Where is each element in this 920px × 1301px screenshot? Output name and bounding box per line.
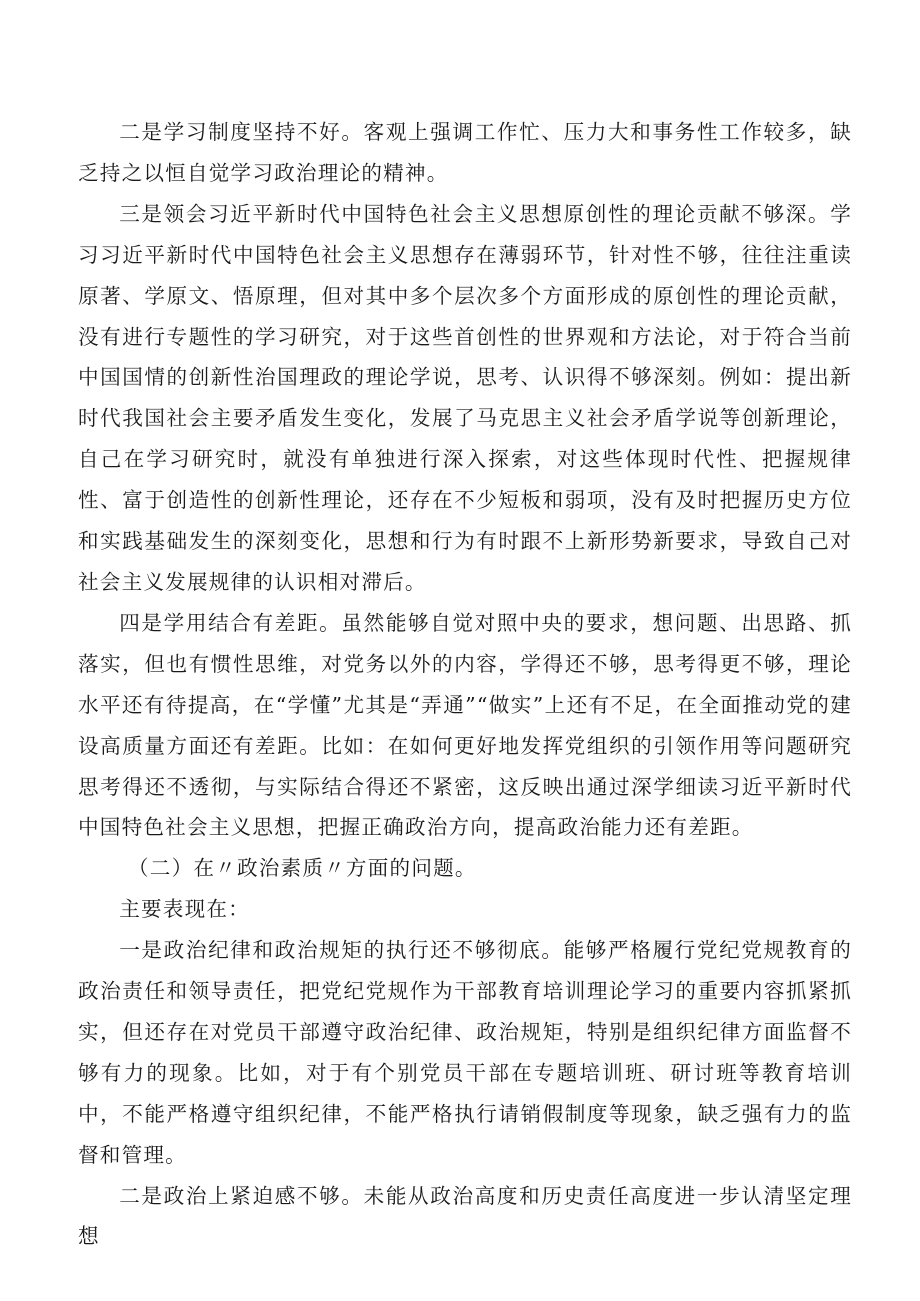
document-body bbox=[78, 112, 852, 1257]
paragraph-political-urgency: 二是政治上紧迫感不够。未能从政治高度和历史责任高度进一步认清坚定理想 bbox=[78, 1183, 852, 1249]
paragraph-political-discipline: 一是政治纪律和政治规矩的执行还不够彻底。能够严格履行党纪党规教育的政治责任和领导责任，把党纪党规作为干部教育培训理论学习的重要内容抓紧抓实，但还存在对党员干部遵守政治纪律、政治规矩，特别是组织纪律方面监督不够有力的现象。比如，对于有个别党员干部在专题培训班、研讨班等教育培训中，不能严格遵守组织纪律，不能严格执行请销假制度等现象，缺乏强有力的监督和管理。 bbox=[78, 938, 852, 1167]
section-heading: （二）在〃政治素质〃方面的问题。 bbox=[128, 856, 477, 881]
paragraph-study-system: 二是学习制度坚持不好。客观上强调工作忙、压力大和事务性工作较多，缺乏持之以恒自觉学习政治理论的精神。 bbox=[78, 120, 852, 185]
sub-label: 主要表现在： bbox=[119, 897, 250, 922]
paragraph-theory-contribution: 三是领会习近平新时代中国特色社会主义思想原创性的理论贡献不够深。学习习近平新时代中国特色社会主义思想存在薄弱环节，针对性不够，往往注重读原著、学原文、悟原理，但对其中多个层次多个方面形成的原创性的理论贡献，没有进行专题性的学习研究，对于这些首创性的世界观和方法论，对于符合当前中国国情的创新性治国理政的理论学说，思考、认识得不够深刻。例如：提出新时代我国社会主要矛盾发生变化，发展了马克思主义社会矛盾学说等创新理论，自己在学习研究时，就没有单独进行深入探索，对这些体现时代性、把握规律性、富于创造性的创新性理论，还存在不少短板和弱项，没有及时把握历史方位和实践基础发生的深刻变化，思想和行为有时跟不上新形势新要求，导致自己对社会主义发展规律的认识相对滞后。 bbox=[78, 201, 852, 594]
paragraph-study-application-gap: 四是学用结合有差距。虽然能够自觉对照中央的要求，想问题、出思路、抓落实，但也有惯性思维，对党务以外的内容，学得还不够，思考得更不够，理论水平还有待提高，在“学懂”尤其是“弄通”“做实”上还有不足，在全面推动党的建设高质量方面还有差距。比如：在如何更好地发挥党组织的引领作用等问题研究思考得还不透彻，与实际结合得还不紧密，这反映出通过深学细读习近平新时代中国特色社会主义思想，把握正确政治方向，提高政治能力还有差距。 bbox=[78, 610, 852, 840]
